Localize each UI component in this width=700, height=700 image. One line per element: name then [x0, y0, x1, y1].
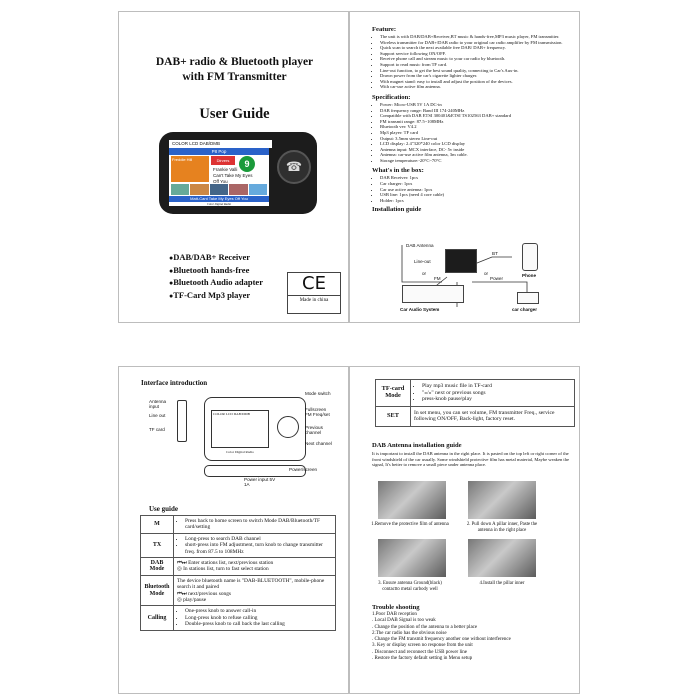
- antenna-text: It is important to install the DAB antenna in the right place. It is pasted on the top left or right corner of the front windshield of the car usually. Some windshield protective film has metal material, Maybe weaken the signal, It's better to remove a small piece under antenna place.: [372, 451, 570, 468]
- row-key: Calling: [141, 606, 174, 630]
- feature-heading: Feature:: [372, 26, 397, 33]
- label-tf-card: TF card: [149, 427, 165, 432]
- front-view: [204, 397, 306, 461]
- label-antenna-input: Antenna input: [149, 399, 167, 410]
- feature-bullet: • Support to read music from TF card.: [380, 62, 572, 68]
- knob-icon: ◎: [177, 566, 184, 573]
- installation-diagram: [372, 237, 572, 317]
- feature-bullet: • With car-use active film antenna.: [380, 84, 572, 90]
- interface-heading: Interface introduction: [141, 379, 208, 387]
- spec-bullets: [372, 102, 572, 164]
- label-power-screen: Power/screen: [289, 467, 318, 472]
- ts-line: . Restore the factory default setting in Menu setup: [372, 656, 473, 662]
- row-body: [174, 516, 336, 534]
- spec-bullet: • Power: Micro-USB 5V 1A DC-in: [380, 102, 572, 108]
- row-item: • "«/»" next or previous songs: [422, 390, 571, 397]
- feature-bullet: • Line-out function, to get the best sound quality, connecting to Car's Aux-in.: [380, 68, 572, 74]
- ce-label: [287, 272, 341, 314]
- row-key: SET: [376, 406, 411, 426]
- spec-bullet: • DAB frequency range: Band III 174-240MHz: [380, 108, 572, 114]
- feature-bullet: • Wireless transmitter for DAB+/DAB radio to your original car radio amplifier by FM transmission.: [380, 40, 572, 46]
- feature-item: ● DAB/DAB+ Receiver: [169, 252, 263, 265]
- phone-icon: [522, 243, 538, 271]
- feature-item: ● Bluetooth Audio adapter: [169, 277, 263, 290]
- side-view: [177, 400, 187, 442]
- user-guide-heading: User Guide: [199, 106, 270, 122]
- spec-bullet: • FM transmit range: 87.5~108MHz: [380, 119, 572, 125]
- row-item: • press-knob pause/play: [422, 396, 571, 403]
- use-guide-table: [140, 515, 336, 631]
- spec-bullet: • Antenna input: MCX interface, DC- 5v inside: [380, 147, 572, 153]
- table-row: [141, 575, 336, 606]
- label-fm: FM: [434, 276, 441, 281]
- row-key: Bluetooth Mode: [141, 575, 174, 606]
- box-heading: What's in the box:: [372, 167, 424, 175]
- caption-4: 4.Install the pillar inner: [479, 581, 525, 586]
- feature-bullet: • Receive phone call and stream music to your car radio by bluetooth.: [380, 56, 572, 62]
- box-bullet: • Holder: 1pcs: [380, 198, 572, 204]
- screen-track-1: Frankie Valli: [213, 167, 238, 172]
- troubleshooting: [372, 603, 572, 662]
- row-item-text: next/previous songs: [188, 590, 232, 597]
- box-bullet: • USB line: 1pcs (need 4 core cable): [380, 192, 572, 198]
- spec-bullet: • Compatible with DAB ETSI 300401&ETSI TS102563 DAB+ standard: [380, 113, 572, 119]
- row-body: [174, 558, 336, 576]
- spec-bullet: • Antenna: car-use active film antenna, 3m cable.: [380, 152, 572, 158]
- label-power-input: Power input 5V 1A: [244, 477, 276, 488]
- box-bullet: • Car charger: 1pcs: [380, 181, 572, 187]
- spec-bullet: • Bluetooth ver: V4.2: [380, 124, 572, 130]
- front-knob: [277, 416, 299, 438]
- install-heading: Installation guide: [372, 206, 422, 214]
- prev-next-icon: ⏮⏭: [177, 560, 189, 567]
- label-power: Power: [490, 276, 504, 281]
- row-body: [411, 380, 575, 407]
- screen-art: Freddie Hill: [171, 156, 209, 182]
- row-key: TF-card Mode: [376, 380, 411, 407]
- install-photo-3: [378, 539, 446, 577]
- feature-bullet: • Quick scan to search the next available free DAB/ DAB+ frequency.: [380, 45, 572, 51]
- label-phone: Phone: [522, 273, 537, 278]
- screen-tag: Dirvers: [211, 156, 235, 165]
- feature-item: ● TF-Card Mp3 player: [169, 290, 263, 303]
- product-title-line1: DAB+ radio & Bluetooth player: [155, 56, 314, 68]
- row-item: • Long-press knob to refuse calling: [185, 615, 332, 621]
- screen-station: P8 Pop: [169, 148, 269, 155]
- row-item: • One-press knob to answer call-in: [185, 608, 332, 614]
- ts-heading: Trouble shooting: [372, 604, 420, 611]
- feature-bullets: [372, 34, 572, 90]
- front-brand: Color Digital Radio: [226, 450, 254, 454]
- screen-brand: Color Digital Radio: [206, 202, 232, 206]
- label-mode-switch: Mode switch: [305, 391, 331, 396]
- page-specifications: [349, 11, 580, 323]
- ts-line: . Change the position of the antenna to a better place: [372, 624, 478, 630]
- front-screen: COLOR LCD DAB/DMB: [211, 410, 269, 448]
- car-radio-icon: [402, 285, 464, 303]
- screen-number-badge: 9: [239, 156, 255, 172]
- label-bt: BT: [492, 251, 498, 256]
- label-fullscreen: Fullscreen FM Freq/set: [305, 407, 330, 418]
- caption-3: 3. Ensure antenna Ground(black) contactto metal carbody well: [378, 581, 442, 592]
- label-antenna: DAB Antenna: [406, 243, 434, 248]
- screen-thumbnails: [171, 184, 267, 195]
- row-key: TX: [141, 533, 174, 557]
- page-interface: [118, 366, 349, 694]
- table-row: [141, 606, 336, 630]
- feature-bullet: • Drawn power from the car's cigarette lighter charger.: [380, 73, 572, 79]
- label-or1: or: [422, 271, 427, 276]
- caption-1: 1.Remove the protective film of antenna: [371, 522, 449, 527]
- feature-bullet: • With magnet stand: easy to install and adjust the position of the devices.: [380, 79, 572, 85]
- device-illustration: [159, 132, 317, 214]
- table-row: [141, 516, 336, 534]
- mode-table: [375, 379, 575, 427]
- knob-icon: ◎: [177, 597, 184, 604]
- charger-icon: [517, 292, 539, 304]
- device-knob: ☎: [277, 150, 311, 184]
- spec-bullet: • LCD display: 2.4"320*240 color LCD display: [380, 141, 572, 147]
- label-or2: or: [484, 271, 489, 276]
- table-row: [141, 533, 336, 557]
- screen-track-3: Off You: [213, 179, 228, 184]
- spec-column: [372, 25, 572, 214]
- caption-2: 2. Pull down A pillar inner, Paste the antenna in the right place: [466, 522, 538, 533]
- install-photo-2: [468, 481, 536, 519]
- row-item: [177, 566, 332, 572]
- page-antenna-install: [349, 366, 580, 694]
- row-item: [177, 597, 332, 603]
- install-device: [445, 249, 477, 273]
- screen-top-label: COLOR LCD DAB/DMB: [169, 140, 272, 148]
- box-bullet: • DAB Receiver: 1pcs: [380, 175, 572, 181]
- ts-line: . Disconnect and reconnect the USB power line: [372, 649, 467, 655]
- label-prev-channel: Previous channel: [305, 425, 323, 436]
- row-item: • Press back to home screen to switch Mode DAB/Bluetooth/TF card/setting: [185, 518, 332, 531]
- table-row: [376, 406, 575, 426]
- row-item: • Play mp3 music file in TF-card: [422, 383, 571, 390]
- row-item: • Double-press knob to call back the last calling: [185, 621, 332, 627]
- prev-next-icon: ⏮⏭: [177, 590, 189, 597]
- row-body: [174, 606, 336, 630]
- ts-line: . Local DAB Signal is too weak: [372, 618, 436, 624]
- box-bullets: [372, 175, 572, 203]
- spec-heading: Specification:: [372, 93, 411, 101]
- ts-line: 3. Key or display screen no response from the unit: [372, 643, 473, 649]
- row-key: DAB Mode: [141, 558, 174, 576]
- use-guide-heading: Use guide: [149, 505, 178, 513]
- row-item-text: Enter stations list, next/previous station: [188, 560, 274, 567]
- screen-track-list: [213, 167, 253, 185]
- label-line-out: Line-out: [414, 259, 431, 264]
- label-line-out: Line out: [149, 413, 166, 418]
- spec-bullet: • Storage temperature:-20°C~70°C: [380, 158, 572, 164]
- box-bullet: • Car use active antenna: 1pcs: [380, 187, 572, 193]
- row-body: [174, 575, 336, 606]
- row-item: • Long-press to search DAB channel: [185, 536, 332, 542]
- row-item: In set menu, you can set volume, FM transmitter Freq., service following ON/OFF, Back-light, factory reset.: [411, 406, 575, 426]
- table-row: [376, 380, 575, 407]
- install-photo-4: [468, 539, 536, 577]
- feature-list: [169, 252, 263, 302]
- feature-item: ● Bluetooth hands-free: [169, 265, 263, 278]
- ts-line: . Change the FM transmit frequency another one without interference: [372, 637, 511, 643]
- spec-bullet: • Mp3 player: TF card: [380, 130, 572, 136]
- ts-line: 1.Poor DAB reception: [372, 612, 417, 617]
- antenna-heading: DAB Antenna installation guide: [372, 442, 462, 449]
- page-cover: [118, 11, 349, 323]
- ts-line: 2.The car radio has the obvious noise: [372, 630, 447, 636]
- row-item-text: In stations list, turn to fast select station: [183, 566, 269, 573]
- row-item: The device bluetooth name is "DAB-BLUETOOTH", mobile-phone search it and paired: [177, 577, 325, 591]
- label-car-audio: Car Audio System: [400, 307, 440, 312]
- spec-bullet: • Output: 3.5mm stereo Line-out: [380, 136, 572, 142]
- row-item-text: play/pause: [183, 597, 207, 604]
- device-screen: [169, 140, 269, 206]
- made-in-label: Made in china: [288, 295, 340, 303]
- screen-ticker: Matt-Cant Take My Eyes Off You: [169, 196, 269, 202]
- feature-bullet: • Support service following ON/OFF.: [380, 51, 572, 57]
- product-title-line2: with FM Transmitter: [182, 71, 287, 83]
- ce-mark: CE: [302, 273, 326, 294]
- row-item: • short-press into FM adjustment, turn knob to change transmitter freq. from 87.5 to 108MHz: [185, 542, 332, 555]
- row-body: [174, 533, 336, 557]
- label-next-channel: Next channel: [305, 441, 332, 446]
- label-charger: car charger: [512, 307, 538, 312]
- row-key: M: [141, 516, 174, 534]
- interface-diagram: [149, 387, 332, 497]
- table-row: [141, 558, 336, 576]
- feature-bullet: • The unit is with DAB/DAB+Receiver,BT music & hands-free,MP3 music player, FM transmitter.: [380, 34, 572, 40]
- screen-track-2: Can't Take My Eyes: [213, 173, 253, 178]
- install-photo-1: [378, 481, 446, 519]
